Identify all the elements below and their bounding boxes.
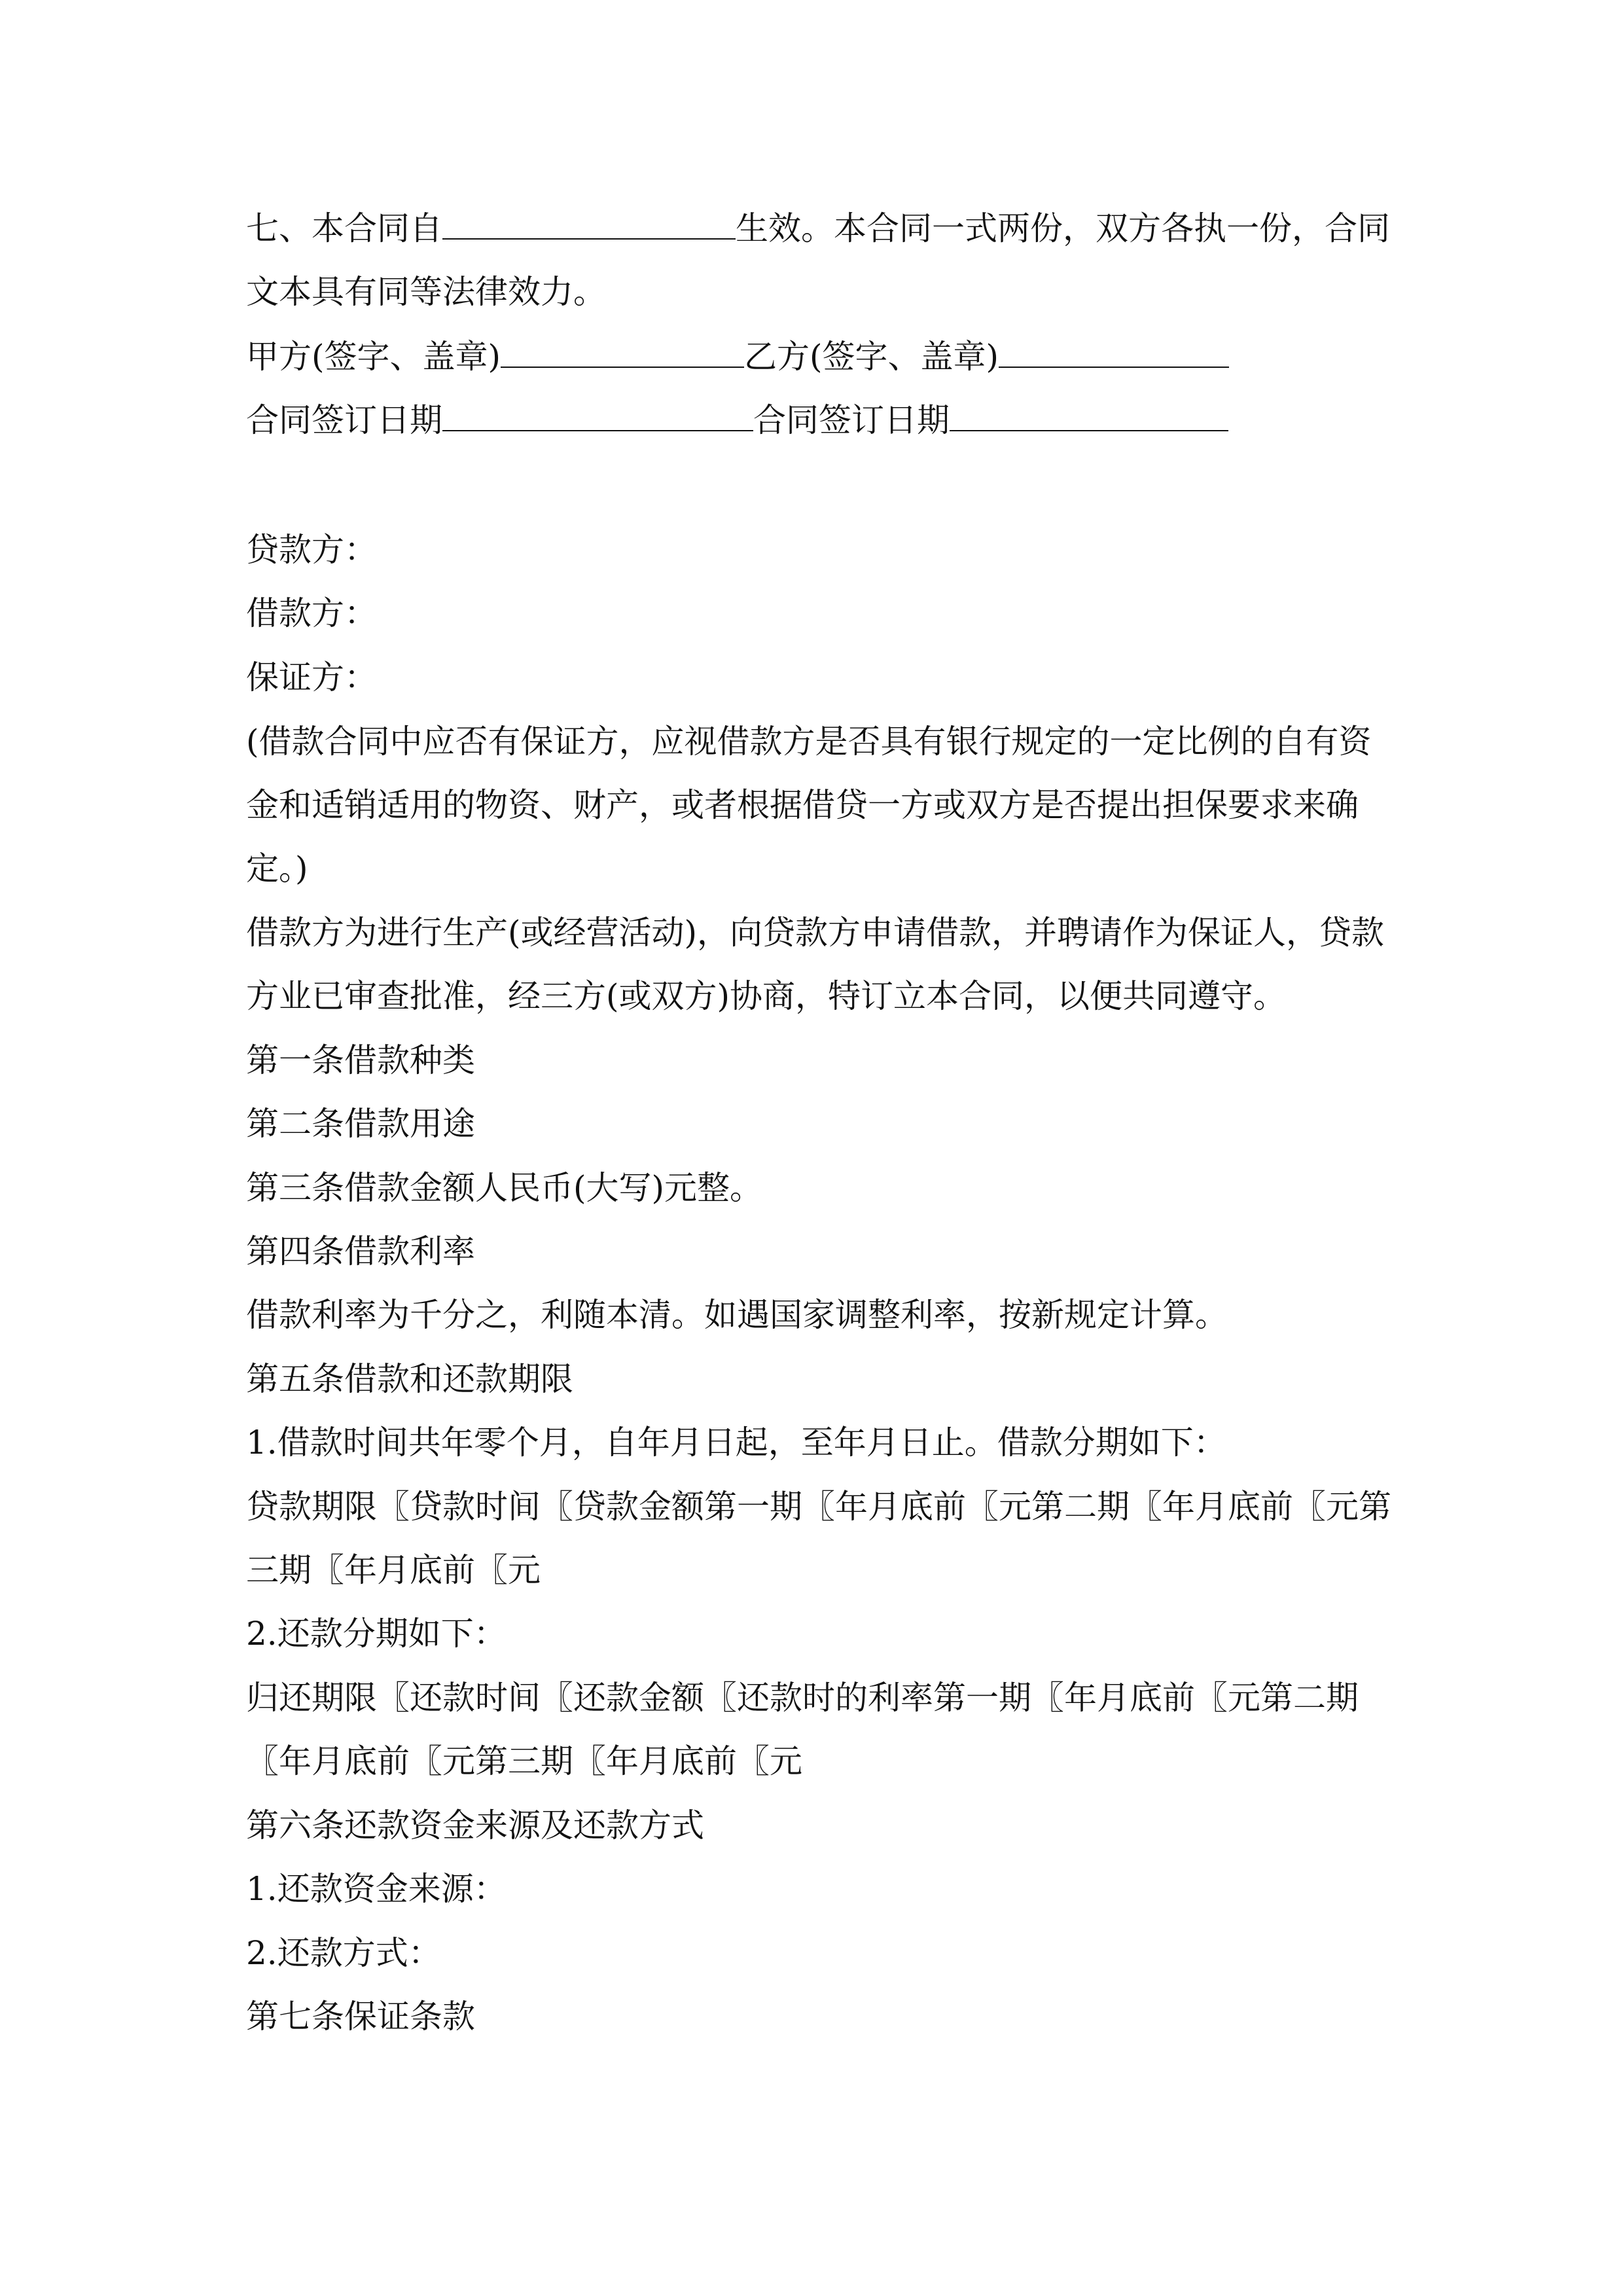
party-a-label: 甲方(签字、盖章) [246, 338, 501, 376]
article-1-heading: 第一条借款种类 [246, 1041, 475, 1079]
party-b-label: 乙方(签字、盖章) [744, 338, 999, 376]
party-a-signature-blank [501, 336, 744, 368]
guarantor-note-line-2: 金和适销适用的物资、财产，或者根据借贷一方或双方是否提出担保要求来确 [246, 786, 1359, 824]
repayment-schedule-line-2: 〖年月底前〖元第三期〖年月底前〖元 [246, 1742, 802, 1780]
article-6-heading: 第六条还款资金来源及还款方式 [246, 1806, 704, 1844]
interest-rate-text: 借款利率为千分之，利随本清。如遇国家调整利率，按新规定计算。 [246, 1296, 1228, 1334]
loan-schedule-line-1: 贷款期限〖贷款时间〖贷款金额第一期〖年月底前〖元第二期〖年月底前〖元第 [246, 1488, 1391, 1526]
sign-date-line [246, 400, 1378, 440]
article-2-heading: 第二条借款用途 [246, 1105, 475, 1143]
effective-clause-cont: 文本具有同等法律效力。 [246, 273, 606, 311]
sign-date-b-blank [950, 400, 1228, 431]
effective-prefix: 七、本合同自 [246, 209, 442, 247]
party-signature-line [246, 336, 1378, 376]
article-5-heading: 第五条借款和还款期限 [246, 1360, 573, 1398]
guarantor-note-line-1: (借款合同中应否有保证方，应视借款方是否具有银行规定的一定比例的自有资 [246, 723, 1372, 761]
guarantor-label: 保证方： [246, 658, 377, 696]
repayment-schedule-line-1: 归还期限〖还款时间〖还款金额〖还款时的利率第一期〖年月底前〖元第二期 [246, 1679, 1359, 1717]
preamble-line-2: 方业已审查批准，经三方(或双方)协商，特订立本合同，以便共同遵守。 [246, 977, 1287, 1015]
borrower-label: 借款方： [246, 594, 377, 632]
sign-date-a-blank [442, 400, 753, 431]
guarantor-note-line-3: 定。) [246, 850, 308, 888]
repayment-method-text: 2.还款方式： [246, 1934, 441, 1972]
effective-date-blank [442, 208, 736, 240]
party-b-signature-blank [999, 336, 1229, 368]
article-3-heading: 第三条借款金额人民币(大写)元整。 [246, 1169, 763, 1207]
repayment-source-text: 1.还款资金来源： [246, 1870, 507, 1908]
loan-term-text: 1.借款时间共年零个月，自年月日起，至年月日止。借款分期如下： [246, 1424, 1226, 1462]
loan-schedule-line-2: 三期〖年月底前〖元 [246, 1551, 541, 1589]
effective-suffix: 生效。本合同一式两份，双方各执一份，合同 [736, 209, 1390, 247]
preamble-line-1: 借款方为进行生产(或经营活动)，向贷款方申请借款，并聘请作为保证人，贷款 [246, 914, 1385, 952]
lender-label: 贷款方： [246, 531, 377, 569]
effective-clause-line [246, 208, 1390, 248]
repayment-schedule-title: 2.还款分期如下： [246, 1615, 507, 1653]
article-4-heading: 第四条借款利率 [246, 1232, 475, 1270]
article-7-heading: 第七条保证条款 [246, 1998, 475, 2036]
sign-date-label-b: 合同签订日期 [753, 401, 950, 439]
sign-date-label-a: 合同签订日期 [246, 401, 442, 439]
